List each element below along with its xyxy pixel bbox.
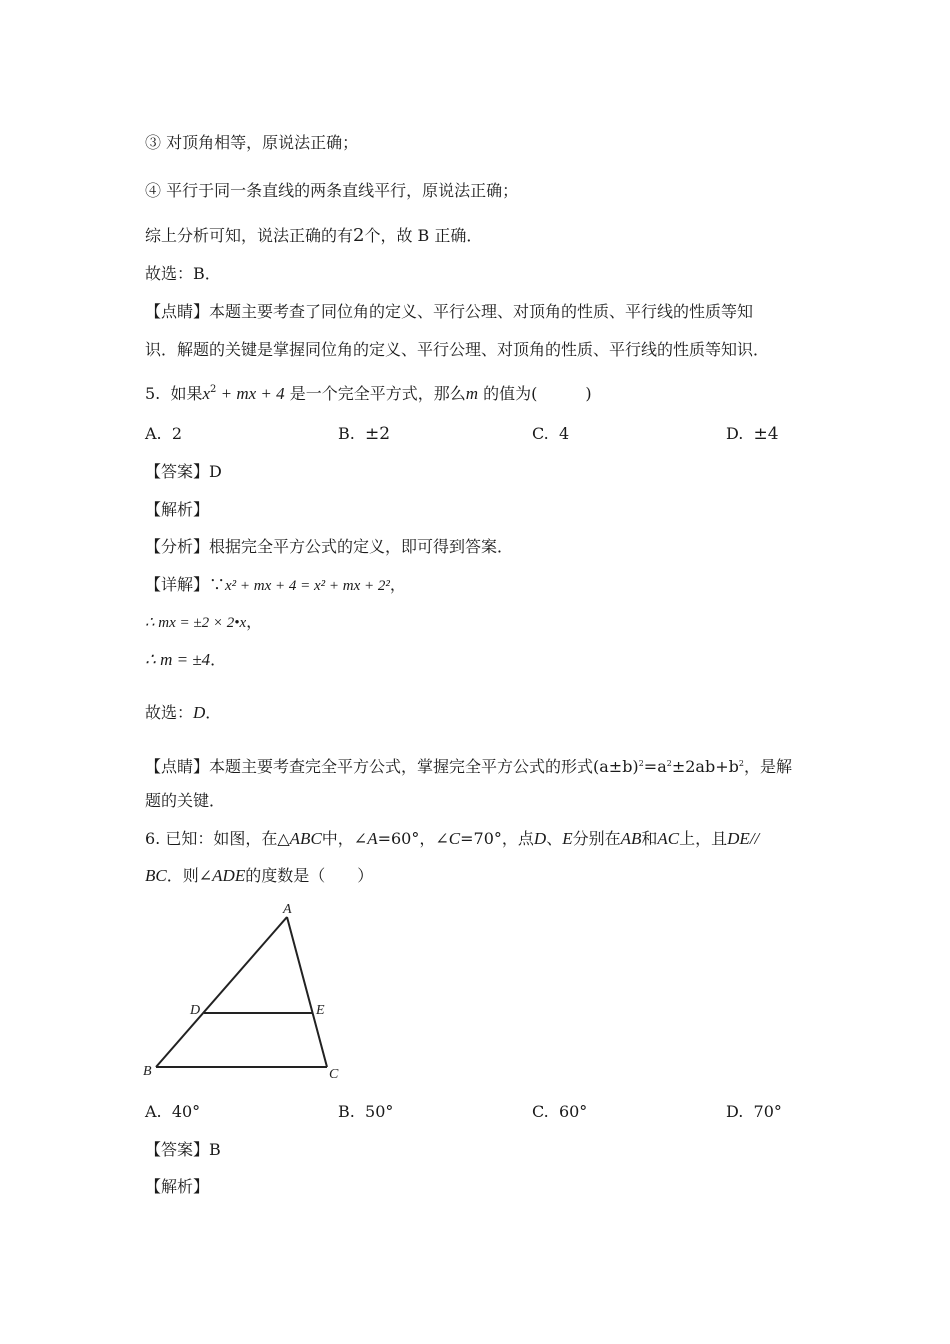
- q6-text: =70°，点: [460, 829, 534, 848]
- q6-text: 、: [546, 829, 563, 848]
- label-b: B: [143, 1064, 152, 1079]
- q5-close-paren: ): [585, 384, 592, 403]
- q6-segment-ac: AC: [657, 829, 680, 848]
- choose-line: 故选：B．: [145, 264, 221, 283]
- q6-option-d: [726, 1100, 782, 1124]
- q5-detail: [145, 573, 406, 598]
- q5-text: 是一个完全平方式，那么: [289, 384, 466, 403]
- q5-choose-value: D: [193, 703, 206, 722]
- q5-comment-mid: =a: [643, 757, 667, 776]
- q5-comment-sup-2: 2: [666, 759, 672, 768]
- q5-expression: + mx + 4: [216, 384, 285, 403]
- q5-answer: 【答案】D: [145, 462, 222, 481]
- q5-detail-label: 【详解】∵: [145, 575, 226, 594]
- option-letter: C.: [532, 1102, 549, 1121]
- q5-comment-line-2: 题的关键．: [145, 791, 226, 810]
- q5-comment-sup-3: 2: [738, 759, 744, 768]
- option-value: 70°: [753, 1102, 782, 1121]
- option-value: 40°: [171, 1102, 201, 1121]
- q5-detail-equation: x² + mx + 4 = x² + mx + 2²: [225, 578, 390, 594]
- q6-text: 6. 已知：如图，在△: [145, 829, 290, 848]
- summary-text-b: 个，故 B 正确．: [364, 226, 483, 245]
- q5-m: m: [465, 384, 479, 403]
- q6-text: 的度数是（ ）: [245, 866, 374, 885]
- q6-text: =60°，∠: [377, 829, 449, 848]
- q5-x: x: [202, 384, 210, 403]
- option-value: ±4: [753, 424, 779, 444]
- q5-fenxi: 【分析】根据完全平方公式的定义，即可得到答案．: [145, 537, 514, 556]
- q5-detail-end: ，: [389, 575, 406, 594]
- q5-choose-label: 故选：: [145, 703, 194, 722]
- q6-stem-line-2: [145, 864, 373, 888]
- q5-number: 5.: [145, 384, 161, 403]
- option-value: 4: [558, 424, 570, 443]
- item-4-line: ④ 平行于同一条直线的两条直线平行，原说法正确；: [145, 181, 519, 200]
- q5-step-2: [145, 610, 262, 635]
- option-value: 2: [171, 424, 182, 443]
- option-letter: B.: [338, 424, 355, 443]
- q6-analysis-label: 【解析】: [145, 1177, 210, 1196]
- q6-option-c: [532, 1100, 587, 1124]
- label-a: A: [283, 902, 292, 917]
- q6-point-d: D: [533, 829, 547, 848]
- q5-comment-a: 【点睛】本题主要考查完全平方公式，掌握完全平方公式的形式(a±b): [145, 757, 639, 776]
- q5-step-2-equation: ∴ mx = ±2 × 2•x: [145, 615, 247, 631]
- option-value: ±2: [365, 424, 391, 444]
- q5-comment-line-1: [145, 752, 792, 779]
- summary-line: [145, 224, 482, 248]
- q5-stem: [145, 378, 592, 406]
- summary-text-a: 综上分析可知，说法正确的有: [145, 226, 354, 245]
- q6-angle-a: A: [367, 829, 378, 848]
- label-e: E: [316, 1003, 325, 1018]
- q5-step-3-equation: ∴ m = ±4: [145, 650, 211, 669]
- q5-step-2-end: ，: [246, 612, 263, 631]
- q5-option-b: [338, 422, 390, 446]
- q6-angle-c: C: [448, 829, 461, 848]
- q6-point-e: E: [562, 829, 573, 848]
- q5-exponent: 2: [210, 384, 217, 395]
- q6-text: ．则∠: [166, 866, 213, 885]
- option-letter: D.: [726, 424, 744, 443]
- q6-text: 和: [641, 829, 658, 848]
- option-value: 60°: [558, 1102, 588, 1121]
- summary-number: 2: [353, 225, 365, 246]
- q5-option-a: [145, 422, 182, 446]
- q6-triangle-name: ABC: [289, 829, 322, 848]
- option-letter: A.: [145, 424, 162, 443]
- item-3-line: ③ 对顶角相等，原说法正确；: [145, 133, 359, 152]
- option-value: 50°: [365, 1102, 394, 1121]
- q5-tail: 的值为(: [483, 384, 538, 403]
- q5-choose-end: ．: [205, 703, 222, 722]
- q6-answer: 【答案】B: [145, 1140, 221, 1159]
- q5-option-d: [726, 422, 779, 446]
- comment4-line-2: 识．解题的关键是掌握同位角的定义、平行公理、对顶角的性质、平行线的性质等知识．: [145, 340, 770, 359]
- comment4-line-1: 【点睛】本题主要考查了同位角的定义、平行公理、对顶角的性质、平行线的性质等知: [145, 302, 754, 321]
- q5-comment-end: ，是解: [743, 757, 792, 776]
- triangle-figure: [140, 898, 350, 1084]
- q6-text: 中，∠: [321, 829, 368, 848]
- q5-analysis-label: 【解析】: [145, 500, 210, 519]
- q6-text: 上，且: [679, 829, 728, 848]
- q6-angle-ade: ADE: [212, 866, 246, 885]
- q5-lead: 如果: [170, 384, 203, 403]
- option-letter: D.: [726, 1102, 744, 1121]
- q5-choose: [145, 701, 221, 725]
- q6-option-b: [338, 1100, 393, 1124]
- side-ab: [156, 917, 287, 1067]
- option-letter: B.: [338, 1102, 355, 1121]
- q5-option-c: [532, 422, 569, 446]
- q6-segment-de: DE//: [727, 829, 760, 848]
- q6-option-a: [145, 1100, 200, 1124]
- label-d: D: [190, 1003, 201, 1018]
- q6-segment-ab: AB: [620, 829, 642, 848]
- q5-step-3: [145, 648, 226, 672]
- q6-stem-line-1: [145, 827, 759, 851]
- side-ac: [287, 917, 327, 1067]
- q5-step-3-end: ．: [210, 650, 227, 669]
- q5-comment-mid2: ±2ab+b: [671, 757, 739, 776]
- q6-text: 分别在: [572, 829, 621, 848]
- q5-comment-sup-1: 2: [638, 759, 644, 768]
- label-c: C: [329, 1067, 339, 1082]
- option-letter: C.: [532, 424, 549, 443]
- option-letter: A.: [145, 1102, 162, 1121]
- q6-segment-bc: BC: [145, 866, 167, 885]
